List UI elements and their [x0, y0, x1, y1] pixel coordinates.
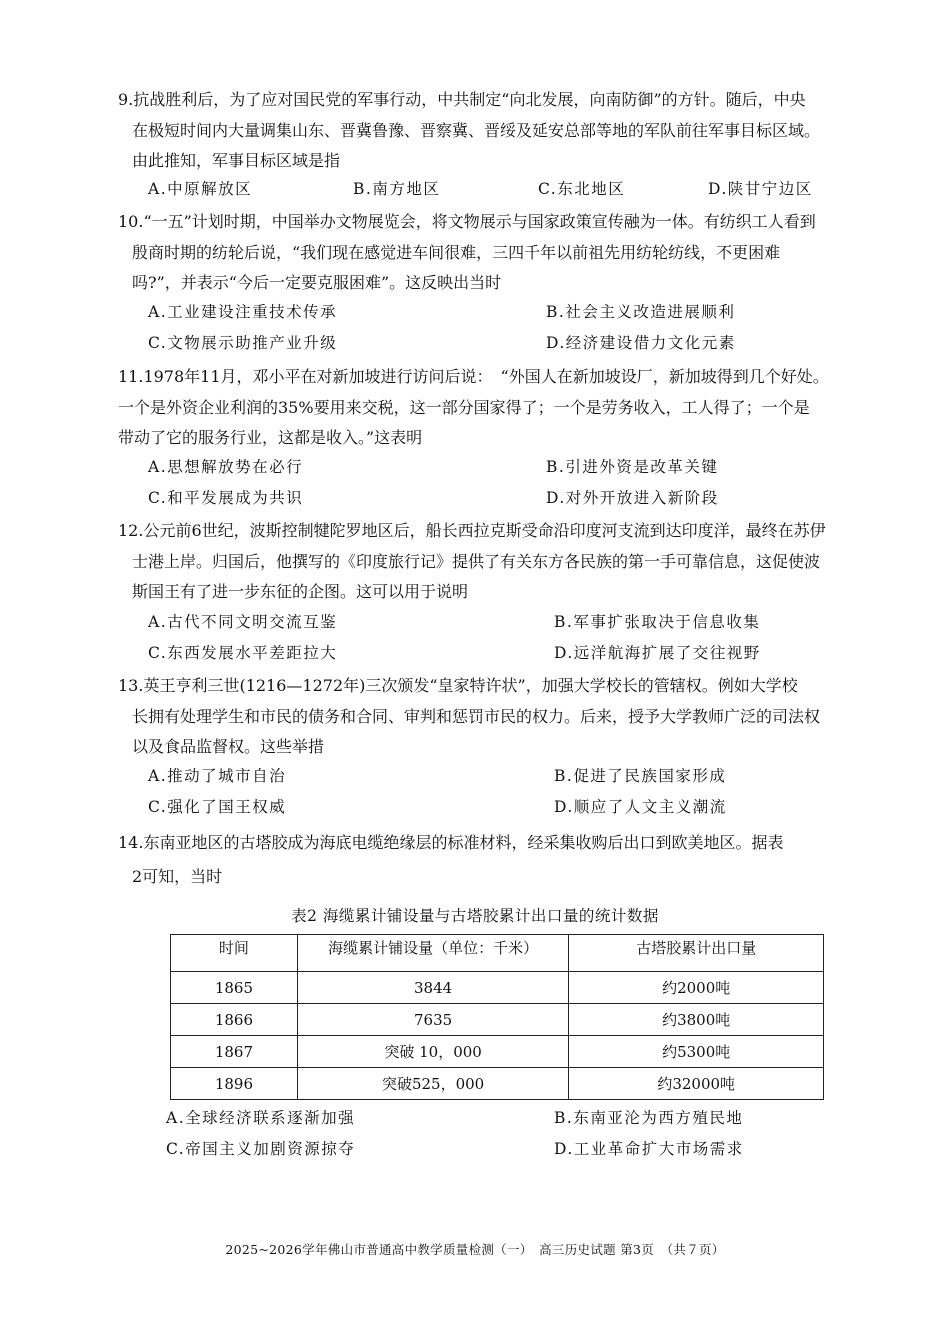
- option-b: B.南方地区: [353, 180, 441, 198]
- table-cell: 1896: [171, 1068, 298, 1100]
- question-12-line-1: 12.公元前6世纪，波斯控制犍陀罗地区后，船长西拉克斯受命沿印度河支流到达印度洋，最终在苏伊: [118, 521, 826, 540]
- question-9-line-3: 由此推知，军事目标区域是指: [132, 151, 341, 170]
- table-cell: 7635: [297, 1004, 569, 1036]
- table-cell: 3844: [297, 972, 569, 1004]
- option-b: B.引进外资是改革关键: [546, 458, 719, 476]
- question-13: [118, 671, 888, 763]
- question-10-line-1: 10.“一五”计划时期，中国举办文物展览会，将文物展示与国家政策宣传融为一体。有纺织工人看到: [118, 212, 816, 231]
- question-12-line-2: 士港上岸。归国后，他撰写的《印度旅行记》提供了有关东方各民族的第一手可靠信息，这促使波: [132, 551, 821, 571]
- table-cell: 约32000吨: [569, 1068, 824, 1100]
- table-cell: 约2000吨: [569, 972, 824, 1004]
- table-cell: 约3800吨: [569, 1004, 824, 1036]
- option-c: C.东西发展水平差距拉大: [148, 644, 338, 662]
- question-12-line-3: 斯国王有了进一步东征的企图。这可以用于说明: [132, 582, 469, 601]
- question-12: [118, 516, 888, 608]
- table-cell: 突破 10，000: [297, 1036, 569, 1068]
- question-14-options: [166, 1106, 886, 1168]
- option-a: A.中原解放区: [148, 180, 253, 198]
- table-cell: 1867: [171, 1036, 298, 1068]
- question-11-line-2: 一个是外资企业利润的35%要用来交税，这一部分国家得了；一个是劳务收入，工人得了；一个是: [118, 397, 810, 417]
- data-table: [170, 934, 824, 1100]
- question-14-line-2: 2可知，当时: [132, 867, 223, 886]
- option-c: C.文物展示助推产业升级: [148, 334, 338, 352]
- option-c: C.和平发展成为共识: [148, 489, 304, 507]
- table-row: [171, 972, 824, 1004]
- question-11-line-3: 带动了它的服务行业，这都是收入。”这表明: [118, 428, 423, 447]
- question-11-line-1: 11.1978年11月，邓小平在对新加坡进行访问后说： “外国人在新加坡设厂，新加坡得到几个好处。: [118, 367, 829, 386]
- question-13-line-3: 以及食品监督权。这些举措: [132, 737, 325, 756]
- option-d: D.顺应了人文主义潮流: [554, 798, 727, 816]
- question-9: [118, 85, 888, 177]
- table-row: [171, 1004, 824, 1036]
- question-9-line-2: 在极短时间内大量调集山东、晋冀鲁豫、晋察冀、晋绥及延安总部等地的军队前往军事目标区域。: [132, 120, 821, 140]
- option-c: C.强化了国王权威: [148, 798, 287, 816]
- option-c: C.帝国主义加剧资源掠夺: [166, 1140, 356, 1158]
- option-d: D.对外开放进入新阶段: [546, 489, 719, 507]
- option-d: D.工业革命扩大市场需求: [554, 1140, 744, 1158]
- question-10-line-2: 殷商时期的纺轮后说，“我们现在感觉进车间很难，三四千年以前祖先用纺轮纺线，不更困难: [132, 242, 781, 262]
- question-10: [118, 207, 888, 299]
- question-11-options: [148, 455, 868, 517]
- table-cell: 1865: [171, 972, 298, 1004]
- table-cell: 约5300吨: [569, 1036, 824, 1068]
- option-c: C.东北地区: [538, 180, 626, 198]
- option-b: B.军事扩张取决于信息收集: [554, 613, 761, 631]
- table-header-cell: 海缆累计铺设量（单位：千米）: [297, 935, 569, 972]
- question-13-options: [148, 764, 868, 826]
- question-10-options: [148, 300, 868, 362]
- option-a: A.思想解放势在必行: [148, 458, 304, 476]
- page-footer: 2025~2026学年佛山市普通高中教学质量检测（一） 高三历史试题 第3页 （共７页）: [225, 1242, 725, 1257]
- question-13-line-1: 13.英王亨利三世(1216—1272年)三次颁发“皇家特许状”，加强大学校长的管辖权。例如大学校: [118, 676, 798, 695]
- question-9-options: [148, 177, 868, 208]
- option-b: B.东南亚沦为西方殖民地: [554, 1109, 744, 1127]
- table-caption: 表2 海缆累计铺设量与古塔胶累计出口量的统计数据: [291, 907, 659, 925]
- table-cell: 1866: [171, 1004, 298, 1036]
- table-row: [171, 1068, 824, 1100]
- question-12-options: [148, 610, 868, 672]
- question-14: [118, 826, 888, 894]
- option-a: A.古代不同文明交流互鉴: [148, 613, 338, 631]
- option-a: A.推动了城市自治: [148, 767, 287, 785]
- option-b: B.社会主义改造进展顺利: [546, 303, 736, 321]
- question-13-line-2: 长拥有处理学生和市民的债务和合同、审判和惩罚市民的权力。后来，授予大学教师广泛的司法权: [132, 706, 821, 726]
- table-header-row: [171, 935, 824, 972]
- table-row: [171, 1036, 824, 1068]
- option-a: A.全球经济联系逐渐加强: [166, 1109, 356, 1127]
- option-d: D.经济建设借力文化元素: [546, 334, 736, 352]
- question-9-line-1: 9.抗战胜利后，为了应对国民党的军事行动，中共制定“向北发展，向南防御”的方针。随后，中央: [118, 90, 806, 109]
- option-d: D.远洋航海扩展了交往视野: [554, 644, 761, 662]
- question-11: [118, 362, 888, 454]
- option-b: B.促进了民族国家形成: [554, 767, 727, 785]
- option-d: D.陕甘宁边区: [708, 180, 813, 198]
- table-header-cell: 古塔胶累计出口量: [569, 935, 824, 972]
- question-10-line-3: 吗?”，并表示“今后一定要克服困难”。这反映出当时: [132, 273, 502, 292]
- table-header-cell: 时间: [171, 935, 298, 972]
- question-14-line-1: 14.东南亚地区的古塔胶成为海底电缆绝缘层的标准材料，经采集收购后出口到欧美地区。据表: [118, 833, 784, 852]
- option-a: A.工业建设注重技术传承: [148, 303, 338, 321]
- table-cell: 突破525，000: [297, 1068, 569, 1100]
